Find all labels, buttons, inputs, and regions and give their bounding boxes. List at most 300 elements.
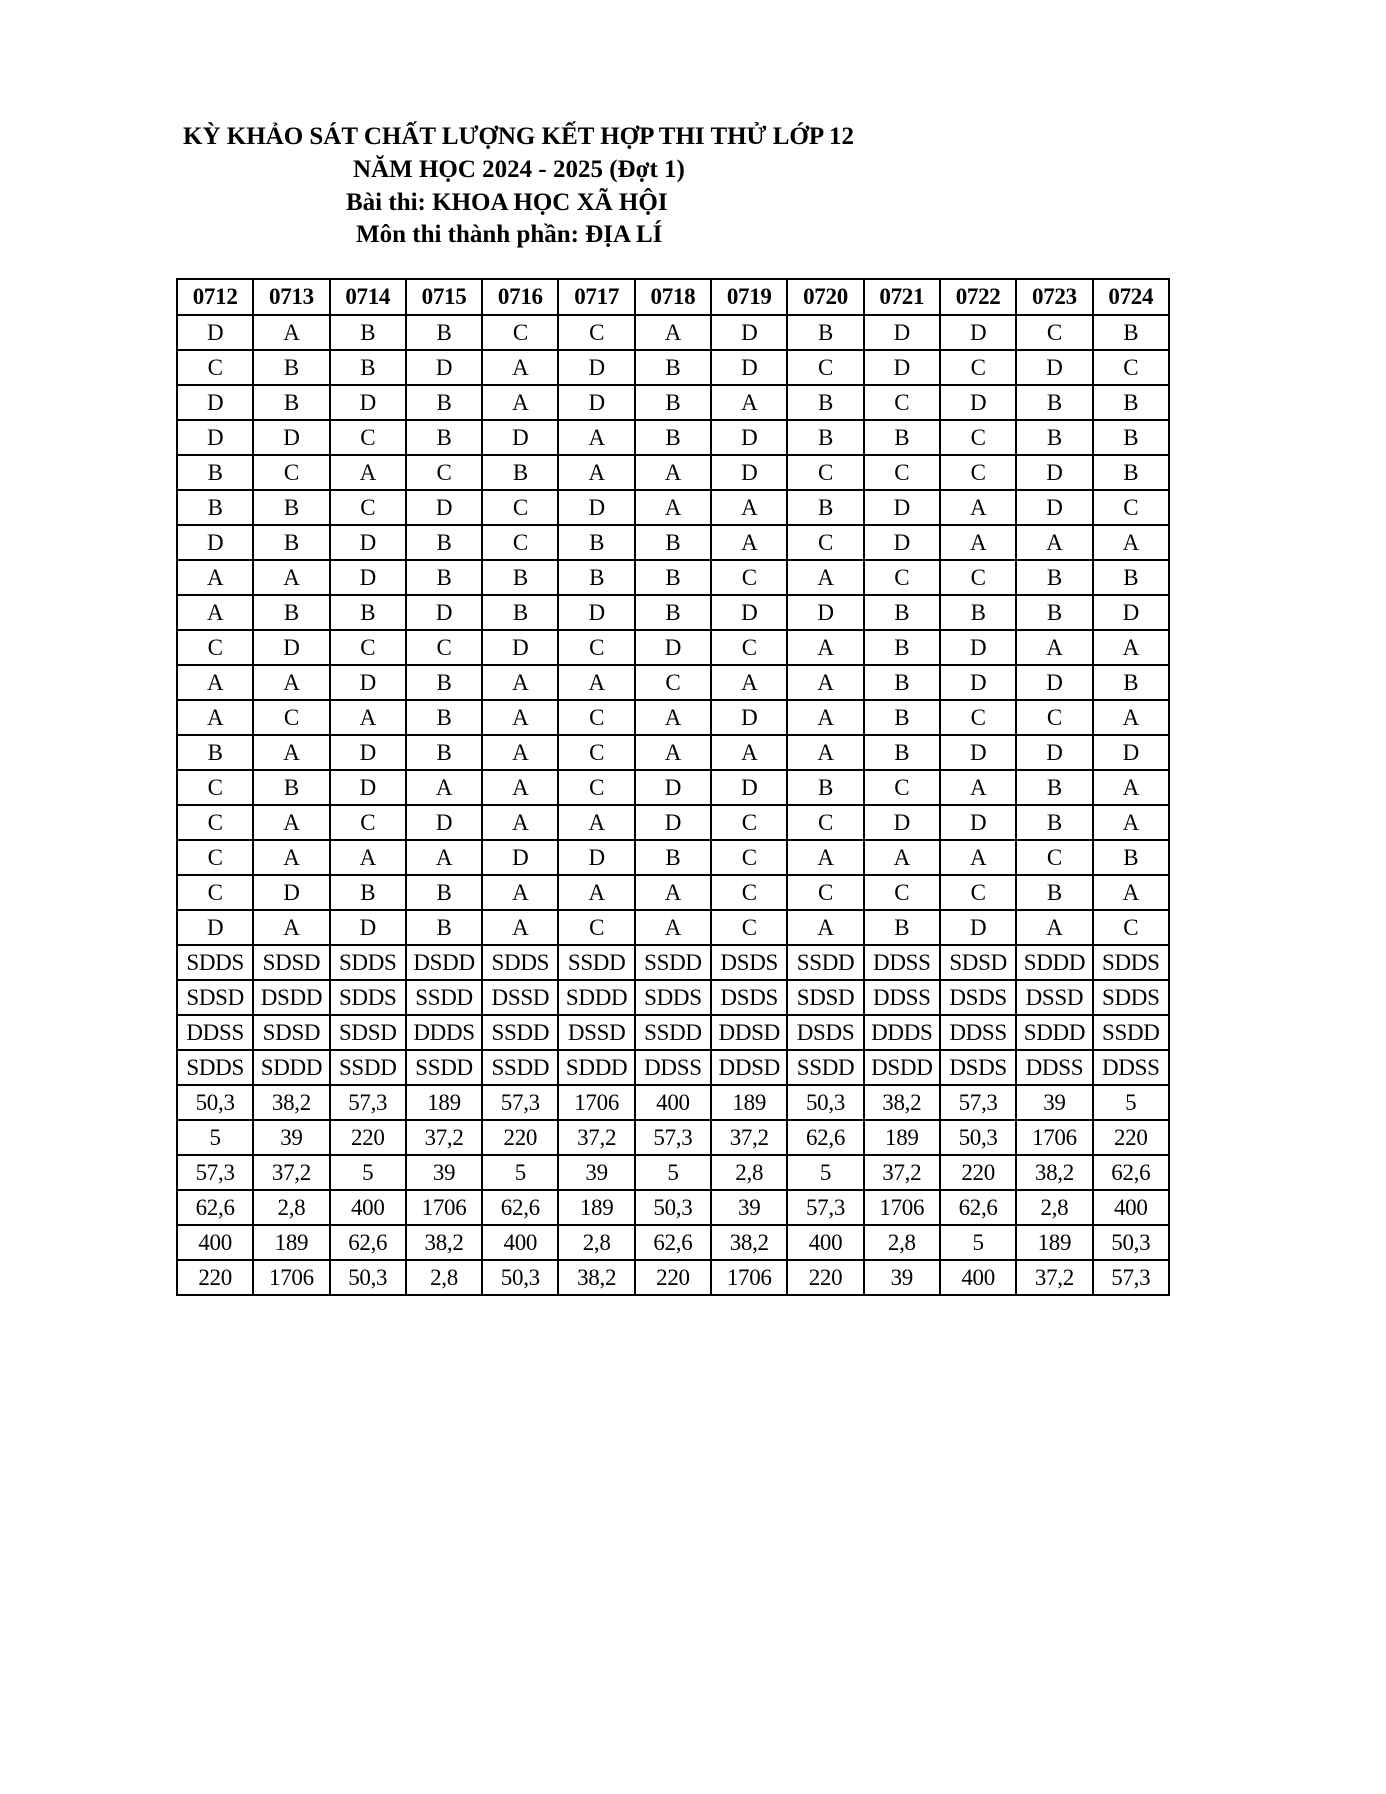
answer-cell: B <box>787 315 863 350</box>
answer-cell: C <box>940 875 1016 910</box>
table-row <box>177 980 1169 1015</box>
answer-cell: C <box>940 700 1016 735</box>
column-header-0718: 0718 <box>635 279 711 315</box>
answer-cell: A <box>635 700 711 735</box>
answer-cell: A <box>864 840 940 875</box>
answer-cell: 62,6 <box>1093 1155 1169 1190</box>
answer-cell: D <box>711 420 787 455</box>
answer-cell: C <box>787 805 863 840</box>
answer-cell: B <box>1016 385 1092 420</box>
answer-cell: A <box>177 595 253 630</box>
answer-cell: 39 <box>864 1260 940 1295</box>
answer-cell: B <box>406 910 482 945</box>
answer-cell: DSDS <box>940 1050 1016 1085</box>
answer-cell: D <box>940 315 1016 350</box>
table-row <box>177 735 1169 770</box>
table-row <box>177 665 1169 700</box>
answer-cell: D <box>864 490 940 525</box>
answer-key-body <box>177 315 1169 1295</box>
answer-cell: B <box>1093 455 1169 490</box>
answer-cell: A <box>635 455 711 490</box>
answer-cell: 62,6 <box>177 1190 253 1225</box>
answer-cell: 38,2 <box>406 1225 482 1260</box>
answer-cell: A <box>1093 630 1169 665</box>
answer-cell: DDSS <box>177 1015 253 1050</box>
answer-cell: C <box>558 700 634 735</box>
answer-cell: 37,2 <box>864 1155 940 1190</box>
answer-cell: A <box>711 665 787 700</box>
answer-cell: D <box>558 595 634 630</box>
answer-cell: DDSD <box>711 1015 787 1050</box>
answer-cell: A <box>558 420 634 455</box>
answer-cell: B <box>406 525 482 560</box>
table-row <box>177 525 1169 560</box>
answer-cell: 50,3 <box>330 1260 406 1295</box>
answer-cell: C <box>711 840 787 875</box>
answer-cell: SDDS <box>1093 945 1169 980</box>
answer-cell: 2,8 <box>406 1260 482 1295</box>
answer-cell: D <box>482 840 558 875</box>
answer-cell: B <box>635 385 711 420</box>
header-row <box>177 279 1169 315</box>
answer-cell: D <box>1093 735 1169 770</box>
answer-cell: D <box>1016 455 1092 490</box>
answer-cell: D <box>558 350 634 385</box>
answer-cell: A <box>482 875 558 910</box>
answer-cell: D <box>482 420 558 455</box>
answer-cell: 38,2 <box>253 1085 329 1120</box>
answer-cell: B <box>635 595 711 630</box>
answer-cell: B <box>406 875 482 910</box>
answer-cell: B <box>406 385 482 420</box>
answer-cell: B <box>177 490 253 525</box>
answer-cell: 1706 <box>406 1190 482 1225</box>
answer-cell: B <box>482 455 558 490</box>
answer-cell: D <box>330 770 406 805</box>
answer-cell: 400 <box>330 1190 406 1225</box>
answer-cell: DSDS <box>711 980 787 1015</box>
answer-cell: A <box>940 490 1016 525</box>
answer-cell: B <box>406 315 482 350</box>
answer-cell: C <box>711 560 787 595</box>
answer-cell: D <box>253 630 329 665</box>
answer-key-table <box>176 278 1170 1296</box>
answer-cell: C <box>177 840 253 875</box>
answer-cell: A <box>482 700 558 735</box>
answer-cell: C <box>558 735 634 770</box>
answer-cell: A <box>482 385 558 420</box>
school-year: NĂM HỌC 2024 - 2025 (Đợt 1) <box>353 156 685 183</box>
answer-cell: DSDS <box>787 1015 863 1050</box>
answer-cell: C <box>711 805 787 840</box>
column-header-0713: 0713 <box>253 279 329 315</box>
answer-cell: C <box>482 315 558 350</box>
answer-cell: D <box>864 315 940 350</box>
answer-cell: D <box>864 525 940 560</box>
answer-cell: C <box>482 490 558 525</box>
answer-cell: C <box>940 420 1016 455</box>
table-row <box>177 875 1169 910</box>
answer-cell: D <box>940 665 1016 700</box>
answer-cell: C <box>253 455 329 490</box>
answer-cell: D <box>940 630 1016 665</box>
answer-cell: SDDS <box>635 980 711 1015</box>
answer-key-header <box>177 279 1169 315</box>
answer-cell: A <box>1093 525 1169 560</box>
table-row <box>177 1050 1169 1085</box>
answer-cell: A <box>1093 770 1169 805</box>
answer-cell: 220 <box>330 1120 406 1155</box>
column-header-0714: 0714 <box>330 279 406 315</box>
table-row <box>177 490 1169 525</box>
answer-cell: B <box>787 490 863 525</box>
answer-cell: DDSS <box>940 1015 1016 1050</box>
answer-cell: 2,8 <box>253 1190 329 1225</box>
answer-cell: D <box>253 420 329 455</box>
answer-cell: SDSD <box>177 980 253 1015</box>
answer-cell: C <box>330 420 406 455</box>
answer-cell: DDSS <box>864 980 940 1015</box>
answer-cell: DSSD <box>482 980 558 1015</box>
answer-cell: C <box>177 770 253 805</box>
answer-cell: 39 <box>1016 1085 1092 1120</box>
answer-cell: B <box>1016 595 1092 630</box>
answer-cell: SDDS <box>1093 980 1169 1015</box>
answer-cell: B <box>482 560 558 595</box>
answer-cell: B <box>1093 420 1169 455</box>
answer-cell: C <box>330 630 406 665</box>
answer-cell: 189 <box>864 1120 940 1155</box>
answer-cell: B <box>177 455 253 490</box>
answer-cell: 1706 <box>253 1260 329 1295</box>
answer-cell: B <box>558 560 634 595</box>
answer-cell: B <box>330 350 406 385</box>
answer-cell: A <box>482 910 558 945</box>
answer-cell: A <box>482 350 558 385</box>
answer-cell: D <box>1016 350 1092 385</box>
table-row <box>177 595 1169 630</box>
answer-cell: 57,3 <box>940 1085 1016 1120</box>
answer-cell: D <box>711 770 787 805</box>
answer-cell: C <box>482 525 558 560</box>
answer-cell: A <box>406 840 482 875</box>
answer-cell: C <box>940 560 1016 595</box>
answer-cell: DSDD <box>406 945 482 980</box>
answer-cell: 220 <box>635 1260 711 1295</box>
answer-cell: C <box>787 455 863 490</box>
answer-cell: SSDD <box>558 945 634 980</box>
answer-cell: D <box>406 805 482 840</box>
table-row <box>177 1085 1169 1120</box>
answer-cell: A <box>635 875 711 910</box>
answer-cell: D <box>177 525 253 560</box>
answer-cell: C <box>635 665 711 700</box>
answer-cell: 220 <box>1093 1120 1169 1155</box>
answer-cell: 220 <box>482 1120 558 1155</box>
answer-cell: C <box>940 350 1016 385</box>
table-row <box>177 1225 1169 1260</box>
answer-cell: D <box>864 805 940 840</box>
answer-cell: 37,2 <box>406 1120 482 1155</box>
answer-cell: C <box>177 350 253 385</box>
table-row <box>177 1015 1169 1050</box>
answer-cell: SSDD <box>635 1015 711 1050</box>
answer-cell: 5 <box>330 1155 406 1190</box>
answer-cell: B <box>1016 875 1092 910</box>
answer-cell: B <box>406 420 482 455</box>
answer-cell: D <box>1093 595 1169 630</box>
answer-cell: B <box>1093 665 1169 700</box>
answer-cell: C <box>177 630 253 665</box>
answer-cell: 50,3 <box>482 1260 558 1295</box>
answer-cell: A <box>787 840 863 875</box>
answer-cell: B <box>406 665 482 700</box>
answer-cell: C <box>1016 315 1092 350</box>
answer-cell: SSDD <box>406 1050 482 1085</box>
answer-cell: B <box>1093 840 1169 875</box>
answer-cell: 57,3 <box>177 1155 253 1190</box>
answer-cell: 1706 <box>1016 1120 1092 1155</box>
answer-cell: C <box>253 700 329 735</box>
answer-cell: DDSS <box>1016 1050 1092 1085</box>
answer-cell: 2,8 <box>1016 1190 1092 1225</box>
answer-cell: A <box>177 665 253 700</box>
answer-cell: B <box>1093 315 1169 350</box>
answer-cell: B <box>787 385 863 420</box>
answer-cell: A <box>940 840 1016 875</box>
answer-cell: C <box>406 455 482 490</box>
answer-cell: D <box>711 455 787 490</box>
column-header-0720: 0720 <box>787 279 863 315</box>
answer-cell: A <box>1016 630 1092 665</box>
answer-cell: A <box>711 735 787 770</box>
answer-cell: B <box>330 875 406 910</box>
answer-cell: B <box>635 840 711 875</box>
answer-cell: SDSD <box>787 980 863 1015</box>
answer-cell: A <box>787 665 863 700</box>
table-row <box>177 315 1169 350</box>
answer-cell: 62,6 <box>940 1190 1016 1225</box>
answer-cell: D <box>635 805 711 840</box>
answer-cell: SDDS <box>330 980 406 1015</box>
table-row <box>177 455 1169 490</box>
answer-cell: SSDD <box>635 945 711 980</box>
table-row <box>177 560 1169 595</box>
answer-cell: A <box>177 700 253 735</box>
answer-cell: DSDS <box>711 945 787 980</box>
table-row <box>177 840 1169 875</box>
table-row <box>177 1190 1169 1225</box>
answer-cell: C <box>1016 700 1092 735</box>
answer-cell: 189 <box>711 1085 787 1120</box>
answer-cell: 220 <box>940 1155 1016 1190</box>
answer-cell: D <box>940 735 1016 770</box>
answer-cell: A <box>1093 700 1169 735</box>
answer-cell: 57,3 <box>330 1085 406 1120</box>
answer-cell: D <box>940 385 1016 420</box>
answer-cell: D <box>635 630 711 665</box>
answer-cell: A <box>253 805 329 840</box>
answer-cell: 189 <box>406 1085 482 1120</box>
answer-cell: A <box>787 735 863 770</box>
answer-cell: B <box>406 700 482 735</box>
column-header-0721: 0721 <box>864 279 940 315</box>
answer-cell: 400 <box>1093 1190 1169 1225</box>
answer-cell: C <box>1093 910 1169 945</box>
table-row <box>177 700 1169 735</box>
answer-cell: B <box>635 525 711 560</box>
answer-cell: D <box>711 350 787 385</box>
answer-cell: C <box>1093 350 1169 385</box>
answer-cell: 62,6 <box>635 1225 711 1260</box>
answer-cell: C <box>787 350 863 385</box>
answer-cell: C <box>711 875 787 910</box>
answer-cell: 1706 <box>558 1085 634 1120</box>
answer-cell: SDDS <box>330 945 406 980</box>
answer-cell: D <box>253 875 329 910</box>
answer-cell: C <box>864 560 940 595</box>
answer-cell: A <box>253 840 329 875</box>
answer-cell: C <box>787 875 863 910</box>
answer-cell: A <box>482 735 558 770</box>
answer-cell: C <box>558 315 634 350</box>
answer-cell: DDSS <box>1093 1050 1169 1085</box>
answer-cell: B <box>253 595 329 630</box>
answer-cell: D <box>177 315 253 350</box>
answer-cell: B <box>253 525 329 560</box>
answer-cell: C <box>177 875 253 910</box>
answer-cell: 38,2 <box>558 1260 634 1295</box>
answer-cell: 39 <box>711 1190 787 1225</box>
answer-cell: A <box>253 910 329 945</box>
answer-cell: B <box>253 770 329 805</box>
answer-cell: 5 <box>940 1225 1016 1260</box>
answer-cell: D <box>330 735 406 770</box>
answer-cell: C <box>177 805 253 840</box>
answer-cell: C <box>864 455 940 490</box>
answer-cell: D <box>1016 490 1092 525</box>
answer-cell: 5 <box>1093 1085 1169 1120</box>
answer-cell: B <box>864 735 940 770</box>
exam-title: KỲ KHẢO SÁT CHẤT LƯỢNG KẾT HỢP THI THỬ LỚP 12 <box>183 123 854 150</box>
answer-cell: D <box>558 490 634 525</box>
column-header-0717: 0717 <box>558 279 634 315</box>
answer-cell: 189 <box>558 1190 634 1225</box>
answer-cell: A <box>253 560 329 595</box>
answer-cell: SSDD <box>482 1050 558 1085</box>
answer-cell: B <box>864 420 940 455</box>
answer-cell: D <box>711 700 787 735</box>
answer-cell: A <box>787 630 863 665</box>
answer-cell: C <box>406 630 482 665</box>
answer-cell: B <box>482 595 558 630</box>
answer-cell: B <box>864 630 940 665</box>
table-row <box>177 630 1169 665</box>
answer-cell: D <box>330 525 406 560</box>
answer-cell: A <box>253 315 329 350</box>
answer-cell: 400 <box>177 1225 253 1260</box>
answer-cell: B <box>1016 420 1092 455</box>
answer-cell: C <box>558 630 634 665</box>
answer-cell: 220 <box>787 1260 863 1295</box>
answer-cell: 400 <box>635 1085 711 1120</box>
answer-cell: A <box>558 805 634 840</box>
answer-cell: A <box>330 700 406 735</box>
answer-cell: SSDD <box>406 980 482 1015</box>
answer-cell: D <box>787 595 863 630</box>
answer-cell: A <box>253 735 329 770</box>
column-header-0716: 0716 <box>482 279 558 315</box>
answer-cell: D <box>177 385 253 420</box>
answer-cell: C <box>787 525 863 560</box>
answer-cell: A <box>1093 805 1169 840</box>
answer-cell: B <box>864 700 940 735</box>
answer-cell: D <box>635 770 711 805</box>
answer-cell: 5 <box>177 1120 253 1155</box>
answer-cell: SDDS <box>482 945 558 980</box>
answer-cell: D <box>177 910 253 945</box>
answer-cell: A <box>635 315 711 350</box>
answer-cell: 400 <box>787 1225 863 1260</box>
answer-cell: DDDS <box>864 1015 940 1050</box>
answer-cell: 5 <box>482 1155 558 1190</box>
answer-cell: D <box>1016 735 1092 770</box>
answer-cell: A <box>787 560 863 595</box>
answer-cell: 62,6 <box>482 1190 558 1225</box>
answer-cell: B <box>1016 805 1092 840</box>
answer-cell: A <box>711 385 787 420</box>
exam-paper: Bài thi: KHOA HỌC XÃ HỘI <box>346 189 668 216</box>
answer-cell: 39 <box>406 1155 482 1190</box>
answer-cell: C <box>330 805 406 840</box>
answer-cell: D <box>330 665 406 700</box>
table-row <box>177 1260 1169 1295</box>
answer-cell: SDDD <box>558 1050 634 1085</box>
answer-cell: 189 <box>253 1225 329 1260</box>
table-row <box>177 805 1169 840</box>
answer-cell: B <box>177 735 253 770</box>
answer-cell: D <box>406 350 482 385</box>
answer-cell: A <box>482 665 558 700</box>
answer-cell: B <box>864 665 940 700</box>
answer-cell: A <box>1016 525 1092 560</box>
answer-cell: 37,2 <box>558 1120 634 1155</box>
answer-cell: B <box>1093 385 1169 420</box>
answer-cell: SDDD <box>1016 945 1092 980</box>
answer-cell: 400 <box>940 1260 1016 1295</box>
answer-cell: A <box>635 490 711 525</box>
answer-cell: A <box>330 840 406 875</box>
exam-subject: Môn thi thành phần: ĐỊA LÍ <box>356 221 663 248</box>
answer-cell: B <box>635 560 711 595</box>
answer-cell: DDSD <box>711 1050 787 1085</box>
answer-cell: SSDD <box>1093 1015 1169 1050</box>
answer-cell: D <box>1016 665 1092 700</box>
answer-cell: B <box>253 350 329 385</box>
answer-cell: SDDD <box>558 980 634 1015</box>
answer-cell: SSDD <box>787 1050 863 1085</box>
answer-cell: B <box>406 560 482 595</box>
answer-cell: 57,3 <box>482 1085 558 1120</box>
answer-cell: A <box>177 560 253 595</box>
answer-cell: B <box>864 910 940 945</box>
answer-cell: B <box>1016 770 1092 805</box>
answer-cell: DSDD <box>253 980 329 1015</box>
answer-cell: 5 <box>787 1155 863 1190</box>
answer-cell: D <box>406 490 482 525</box>
answer-cell: SDSD <box>330 1015 406 1050</box>
answer-cell: D <box>711 315 787 350</box>
